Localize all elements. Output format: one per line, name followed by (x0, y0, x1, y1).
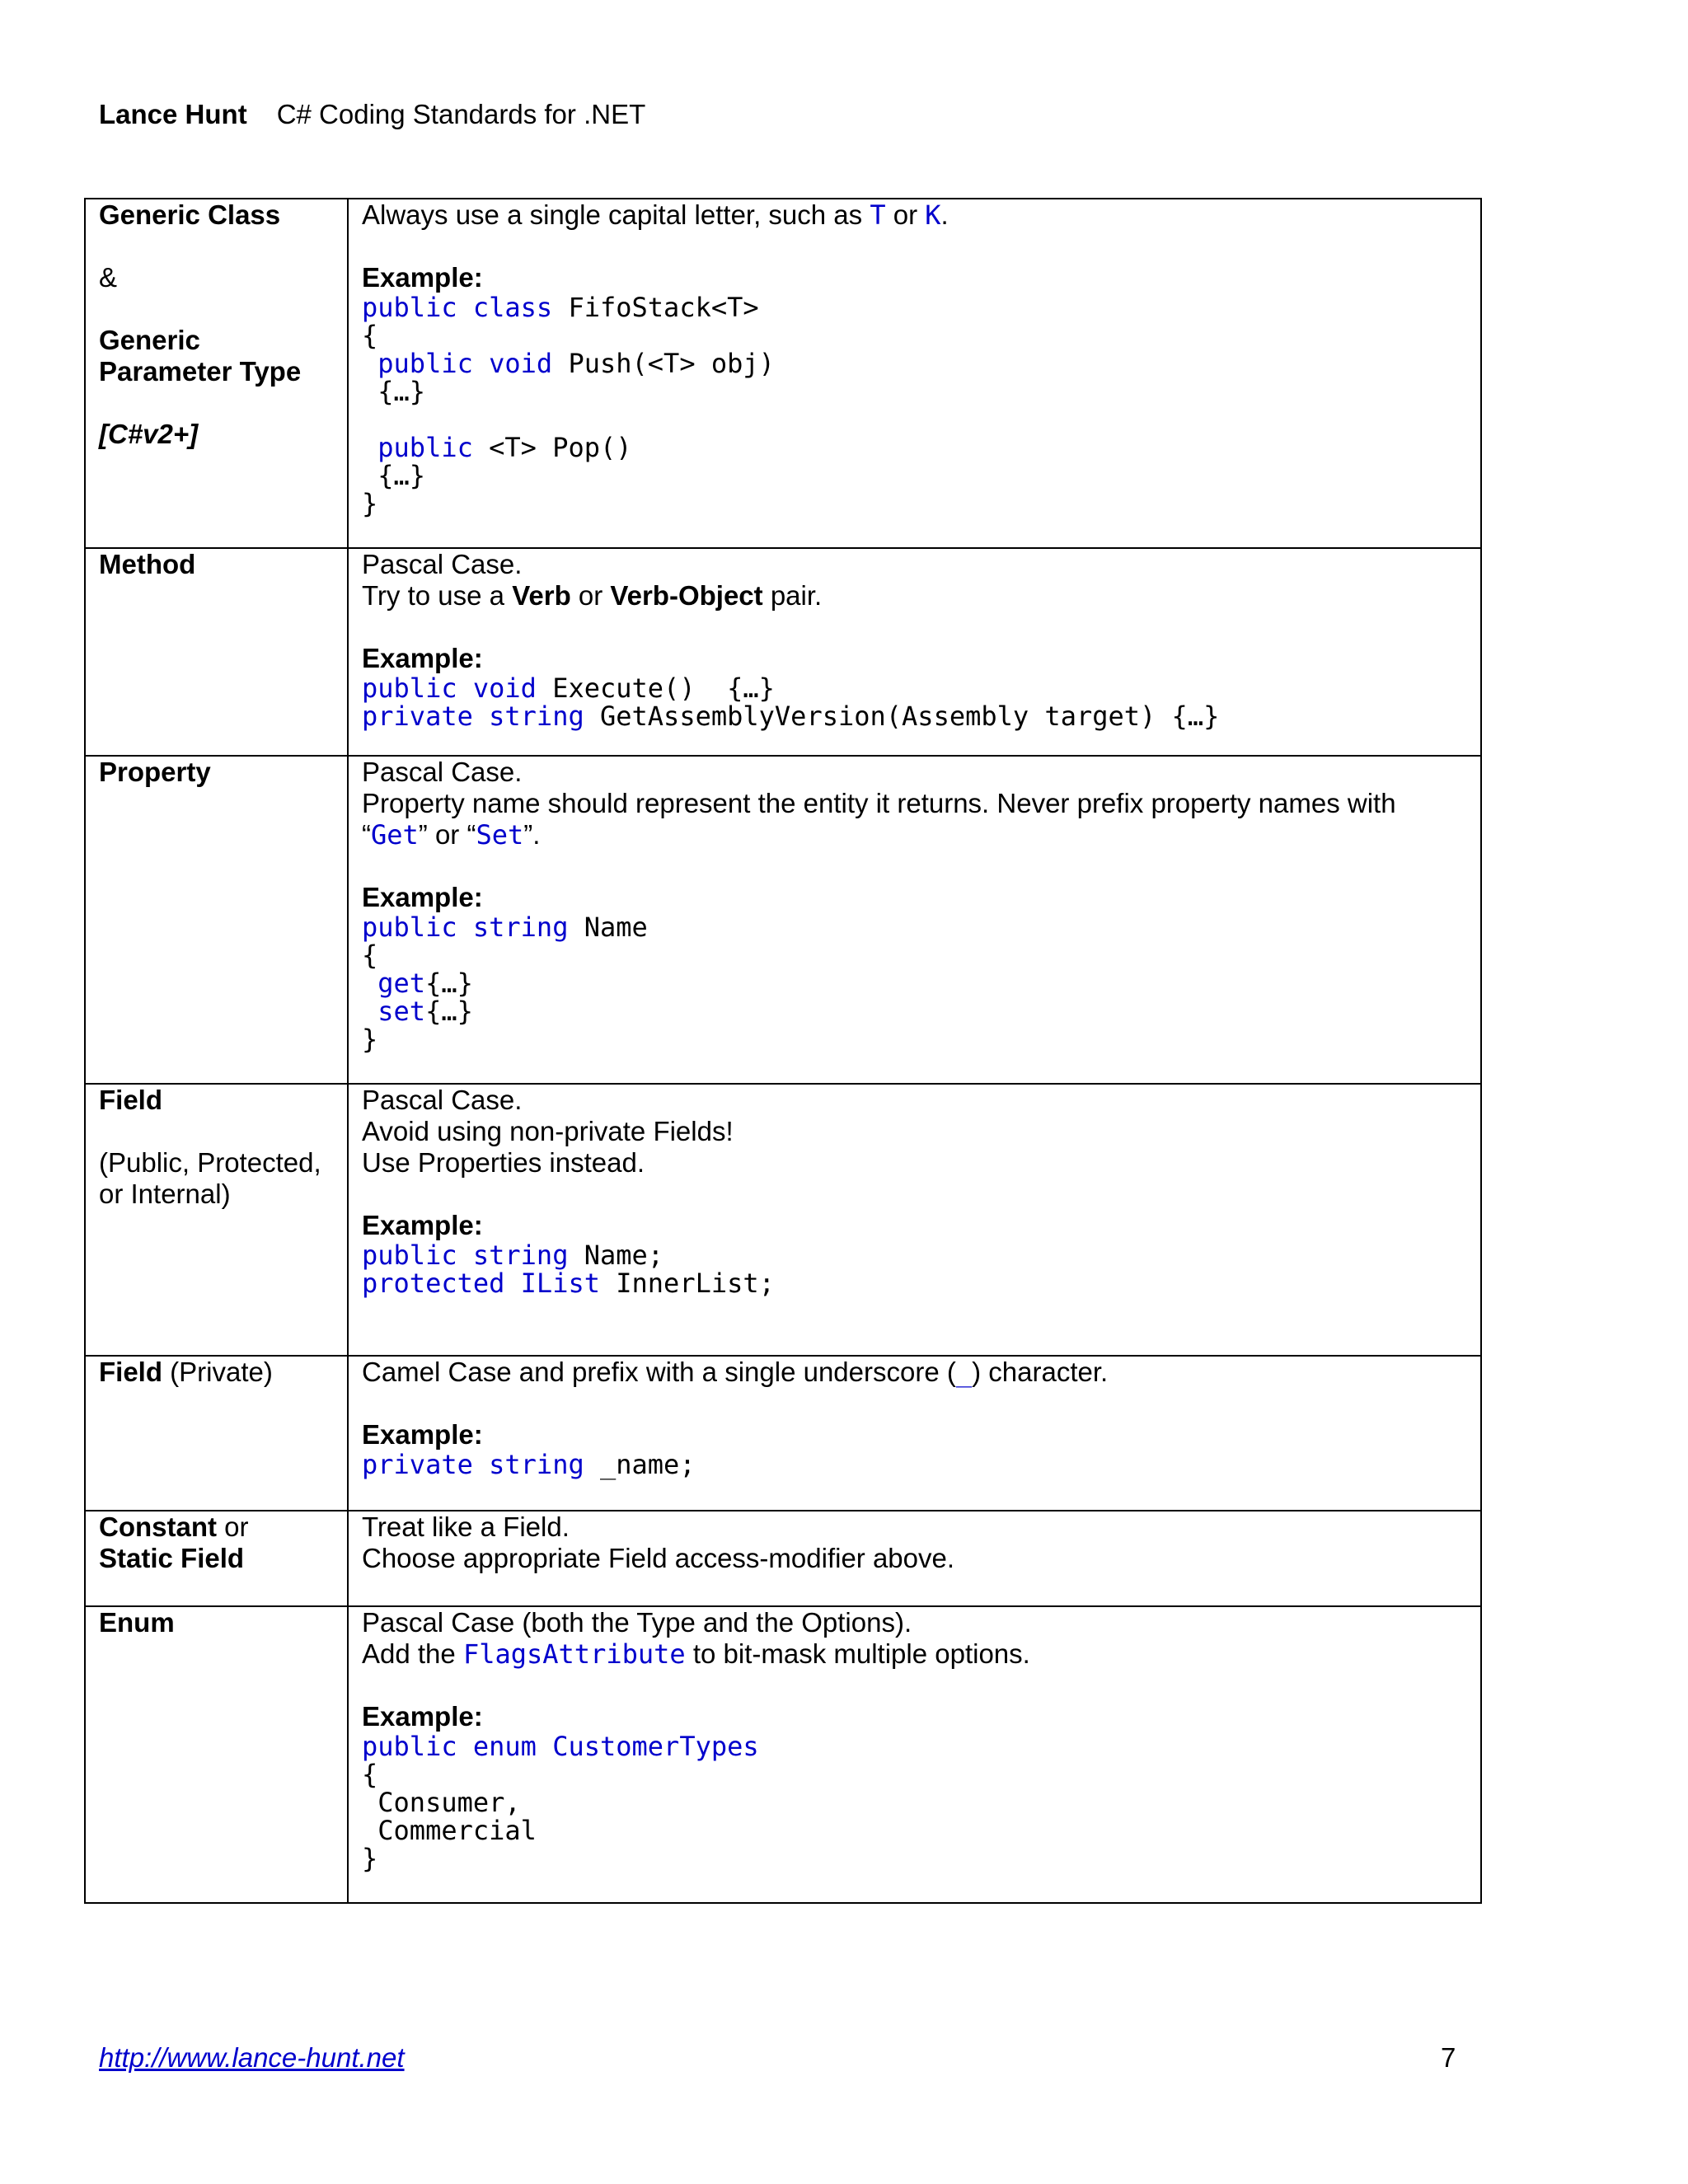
description-cell (348, 756, 1481, 1084)
description-cell (348, 1511, 1481, 1606)
term-label: Enum (99, 1607, 175, 1638)
header-title: C# Coding Standards for .NET (276, 99, 646, 129)
code-sample: public void Execute() {…} private string GetAssemblyVersion(Assembly target) {…} (362, 673, 1220, 732)
description-line: Try to use a Verb or Verb-Object pair. (362, 580, 823, 611)
term-cell (85, 199, 348, 548)
table-row-constant (85, 1511, 1481, 1606)
example-label: Example: (362, 1419, 483, 1450)
description-line: Always use a single capital letter, such as T or K. (362, 199, 949, 231)
page-number: 7 (1441, 2042, 1456, 2073)
term-label: Property (99, 757, 211, 787)
term-ampersand: & (99, 262, 118, 293)
term-cell (85, 1606, 348, 1903)
description-line: Choose appropriate Field access-modifier above. (362, 1543, 955, 1573)
version-note: [C#v2+] (99, 419, 199, 449)
example-label: Example: (362, 1210, 483, 1240)
table-row-method (85, 548, 1481, 756)
header-author: Lance Hunt (99, 99, 247, 129)
description-line: Avoid using non-private Fields! (362, 1116, 734, 1146)
term-label: Generic Class (99, 199, 281, 230)
term-label: Constant or (99, 1511, 249, 1542)
term-cell (85, 1356, 348, 1511)
description-line: Pascal Case. (362, 757, 523, 787)
code-sample: public class FifoStack<T> { public void Push(<T> obj) {…} public <T> Pop() {…} } (362, 292, 775, 519)
naming-standards-table (84, 198, 1482, 1904)
example-label: Example: (362, 882, 483, 912)
term-label: Field (Private) (99, 1357, 273, 1387)
term-label-2: Static Field (99, 1543, 245, 1573)
footer-website-link[interactable]: http://www.lance-hunt.net (99, 2042, 405, 2073)
description-line: Add the FlagsAttribute to bit-mask multiple options. (362, 1638, 1030, 1670)
example-label: Example: (362, 262, 483, 293)
description-line: “Get” or “Set”. (362, 819, 541, 851)
description-cell (348, 1606, 1481, 1903)
term-label-2: Generic Parameter Type (99, 325, 302, 387)
description-line: Camel Case and prefix with a single underscore (_) character. (362, 1357, 1109, 1388)
code-sample: public enum CustomerTypes { Consumer, Commercial } (362, 1731, 759, 1874)
code-sample: private string _name; (362, 1449, 696, 1480)
code-sample: public string Name; protected IList InnerList; (362, 1240, 775, 1299)
term-cell (85, 1511, 348, 1606)
table-row-field-public (85, 1084, 1481, 1356)
description-cell (348, 1084, 1481, 1356)
term-cell (85, 1084, 348, 1356)
table-row-enum (85, 1606, 1481, 1903)
description-line: Pascal Case. (362, 549, 523, 579)
term-label: Field (99, 1085, 163, 1115)
description-cell (348, 1356, 1481, 1511)
description-line: Pascal Case (both the Type and the Options). (362, 1607, 912, 1638)
table-row-generic (85, 199, 1481, 548)
description-line: Use Properties instead. (362, 1147, 645, 1178)
example-label: Example: (362, 1701, 483, 1732)
description-line: Treat like a Field. (362, 1511, 570, 1542)
description-cell (348, 548, 1481, 756)
page-header (99, 99, 645, 130)
term-sublabel: (Public, Protected, or Internal) (99, 1147, 321, 1209)
description-cell (348, 199, 1481, 548)
description-line: Property name should represent the entity it returns. Never prefix property names with (362, 788, 1396, 818)
code-sample: public string Name { get{…} set{…} } (362, 912, 648, 1055)
table-row-field-private (85, 1356, 1481, 1511)
term-cell (85, 756, 348, 1084)
table-row-property (85, 756, 1481, 1084)
term-label: Method (99, 549, 196, 579)
description-line: Pascal Case. (362, 1085, 523, 1115)
example-label: Example: (362, 643, 483, 673)
term-cell (85, 548, 348, 756)
